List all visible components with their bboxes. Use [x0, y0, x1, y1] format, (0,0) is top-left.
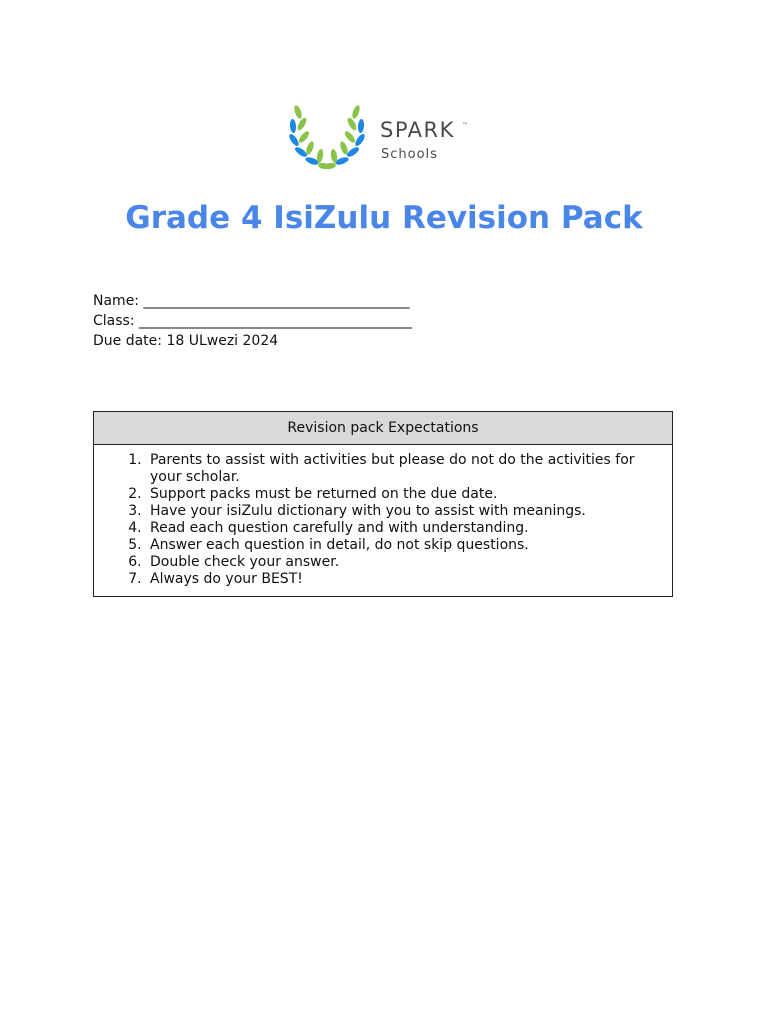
list-item: 2. Support packs must be returned on the due date. [146, 486, 656, 503]
list-item: 5. Answer each question in detail, do not skip questions. [146, 537, 656, 554]
list-item: 7. Always do your BEST! [146, 571, 656, 588]
spark-schools-logo [288, 104, 488, 174]
student-info-fields [93, 291, 412, 351]
expectations-table [93, 411, 673, 597]
list-item: 1. Parents to assist with activities but please do not do the activities for your scholar. [146, 452, 656, 486]
due-date-text: Due date: 18 ULwezi 2024 [93, 333, 279, 349]
logo-trademark: ™ [462, 122, 468, 129]
laurel-wreath-icon [288, 104, 374, 174]
expectations-list [94, 445, 672, 596]
class-field: Class: _______________________________________ [93, 313, 412, 329]
name-field: Name: ______________________________________ [93, 293, 410, 309]
page-title: Grade 4 IsiZulu Revision Pack [125, 200, 643, 236]
list-item: 4. Read each question carefully and with understanding. [146, 520, 656, 537]
logo-brand-text: SPARK [380, 118, 455, 142]
logo-sub-text: Schools [381, 147, 438, 162]
expectations-heading: Revision pack Expectations [94, 412, 672, 445]
list-item: 3. Have your isiZulu dictionary with you to assist with meanings. [146, 503, 656, 520]
list-item: 6. Double check your answer. [146, 554, 656, 571]
